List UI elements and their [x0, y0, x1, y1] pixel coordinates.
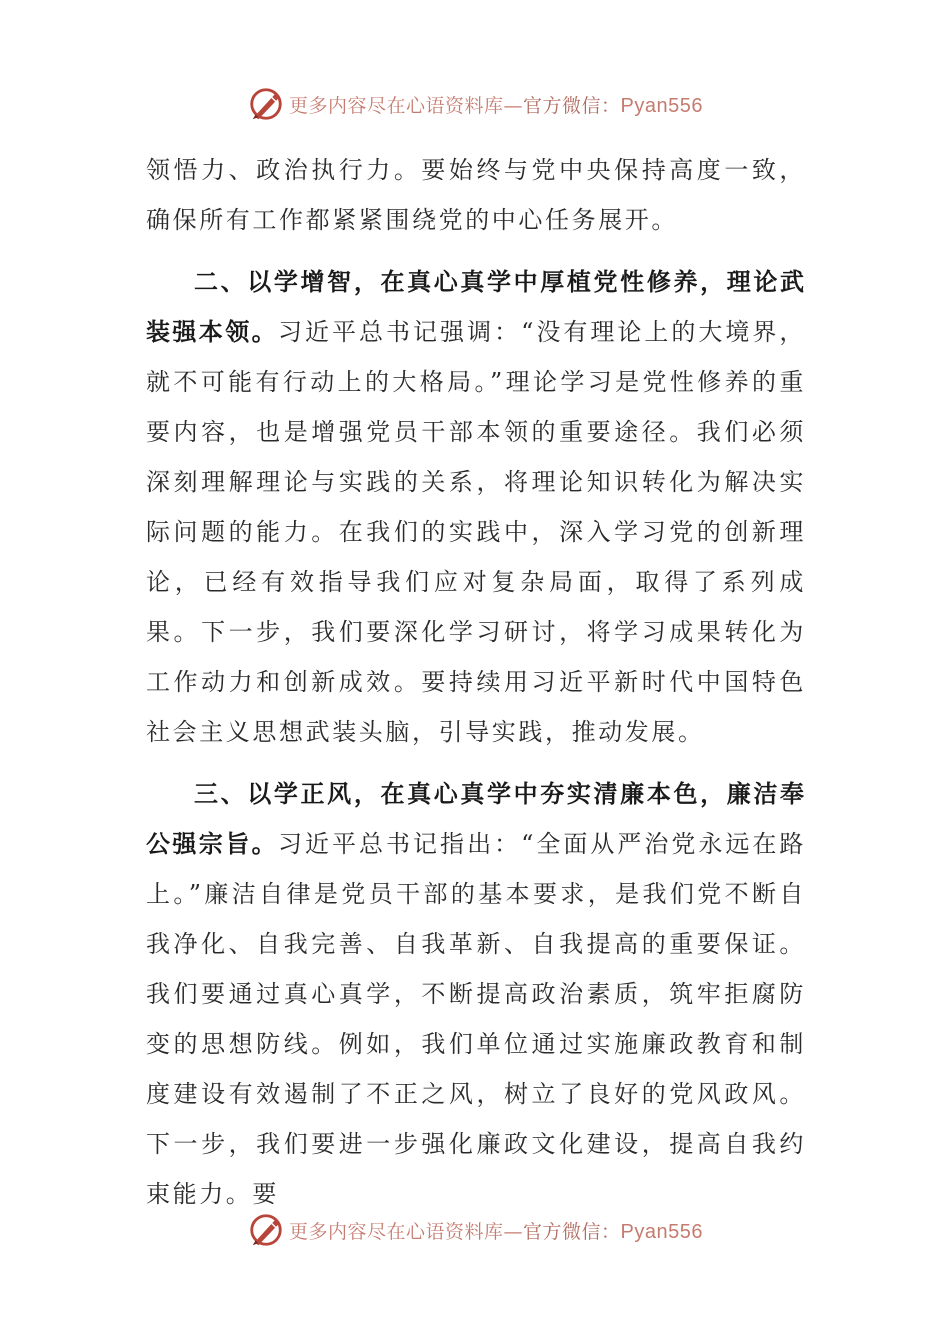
paragraph-2-text: 习近平总书记强调：“没有理论上的大境界，就不可能有行动上的大格局。”理论学习是党性修养的重要内容，也是增强党员干部本领的重要途径。我们必须深刻理解理论与实践的关系，将理论知识转化为解决实际问题的能力。在我们的实践中，深入学习党的创新理论，已经有效指导我们应对复杂局面，取得了系列成果。下一步，我们要深化学习研讨，将学习成果转化为工作动力和创新成效。要持续用习近平新时代中国特色社会主义思想武装头脑，引导实践，推动发展。	[146, 318, 806, 746]
footer-banner-text	[289, 1217, 703, 1244]
footer-wechat-label: 官方微信：	[523, 1220, 621, 1243]
header-wechat-label: 官方微信：	[523, 94, 621, 117]
paragraph-3-text: 习近平总书记指出：“全面从严治党永远在路上。”廉洁自律是党员干部的基本要求，是我们党不断自我净化、自我完善、自我革新、自我提高的重要保证。我们要通过真心真学，不断提高政治素质，筑牢拒腐防变的思想防线。例如，我们单位通过实施廉政教育和制度建设有效遏制了不正之风，树立了良好的党风政风。下一步，我们要进一步强化廉政文化建设，提高自我约束能力。要	[146, 830, 806, 1208]
header-banner	[0, 84, 950, 124]
pen-logo-icon	[247, 85, 285, 123]
paragraph-3	[146, 769, 806, 1219]
header-dash: —	[503, 94, 524, 117]
footer-wechat-id: Pyan556	[620, 1220, 703, 1243]
footer-banner	[0, 1210, 950, 1250]
paragraph-1-text: 领悟力、政治执行力。要始终与党中央保持高度一致，确保所有工作都紧紧围绕党的中心任务展开。	[146, 156, 806, 234]
paragraph-3-heading: 三、以学正风，在真心真学中夯实清廉本色，廉洁奉公强宗旨。	[146, 780, 806, 858]
footer-site-text: 更多内容尽在心语资料库	[289, 1220, 504, 1243]
header-site-text: 更多内容尽在心语资料库	[289, 94, 504, 117]
header-banner-text	[289, 91, 703, 118]
header-wechat-id: Pyan556	[620, 94, 703, 117]
paragraph-2-heading: 二、以学增智，在真心真学中厚植党性修养，理论武装强本领。	[146, 268, 806, 346]
footer-dash: —	[503, 1220, 524, 1243]
paragraph-1	[146, 145, 806, 245]
document-body	[146, 145, 806, 1219]
paragraph-2	[146, 257, 806, 757]
pen-logo-icon	[247, 1211, 285, 1249]
